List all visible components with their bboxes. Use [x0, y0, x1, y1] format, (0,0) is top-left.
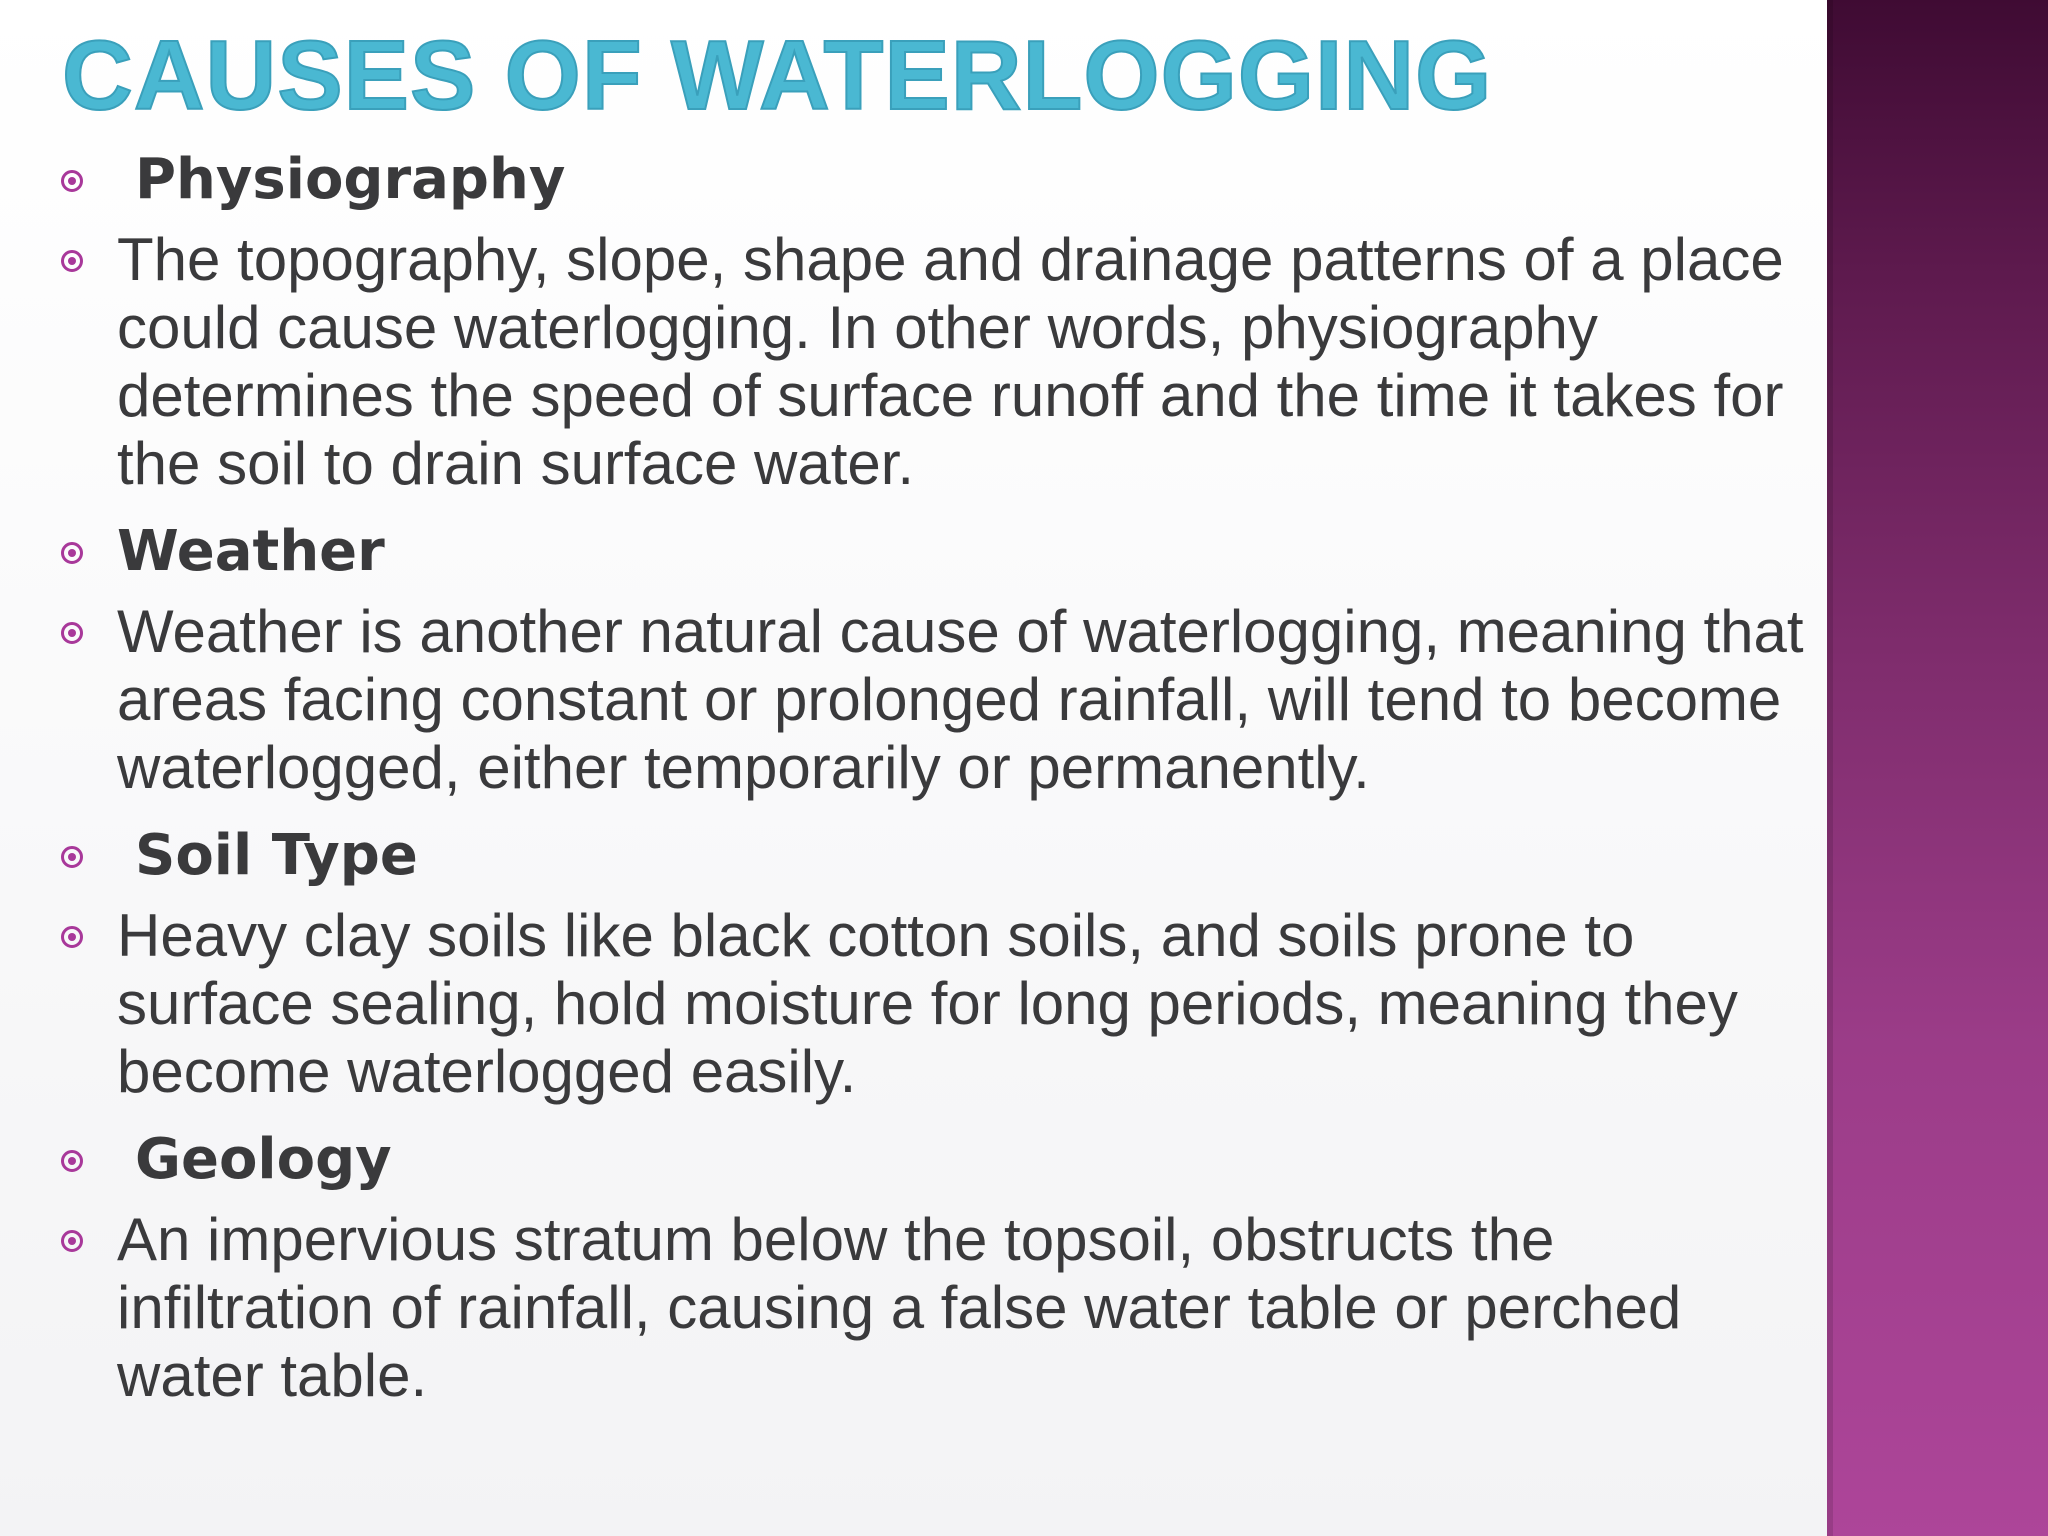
circled-dot-bullet-icon [61, 170, 83, 192]
list-item-heading-weather [55, 512, 1827, 592]
circled-dot-bullet-icon [61, 926, 83, 948]
circled-dot-bullet-icon [61, 1230, 83, 1252]
list-item-body-geology [55, 1206, 1827, 1410]
body-text: The topography, slope, shape and drainage patterns of a place could cause waterlogging. In other words, physiography determines the speed of surface runoff and the time it takes for the soil to drain surface water. [117, 226, 1784, 497]
heading-text: Physiography [135, 147, 566, 212]
list-item-body-physiography [55, 226, 1827, 498]
heading-text: Weather [117, 519, 385, 584]
body-text: Weather is another natural cause of waterlogging, meaning that areas facing constant or prolonged rainfall, will tend to become waterlogged, either temporarily or permanently. [117, 598, 1804, 801]
list-item-heading-physiography [55, 140, 1827, 220]
list-item-heading-geology [55, 1120, 1827, 1200]
slide-title: CAUSES OF WATERLOGGING [62, 20, 1493, 130]
circled-dot-bullet-icon [61, 250, 83, 272]
list-item-heading-soil-type [55, 816, 1827, 896]
body-text: An impervious stratum below the topsoil, obstructs the infiltration of rainfall, causing a false water table or perched water table. [117, 1206, 1682, 1409]
heading-text: Soil Type [135, 823, 418, 888]
heading-text: Geology [135, 1127, 392, 1192]
circled-dot-bullet-icon [61, 1150, 83, 1172]
decorative-side-band [1827, 0, 2048, 1536]
circled-dot-bullet-icon [61, 622, 83, 644]
bullet-list [55, 140, 1827, 1424]
list-item-body-weather [55, 598, 1827, 802]
body-text: Heavy clay soils like black cotton soils, and soils prone to surface sealing, hold moisture for long periods, meaning they become waterlogged easily. [117, 902, 1738, 1105]
circled-dot-bullet-icon [61, 542, 83, 564]
circled-dot-bullet-icon [61, 846, 83, 868]
list-item-body-soil-type [55, 902, 1827, 1106]
